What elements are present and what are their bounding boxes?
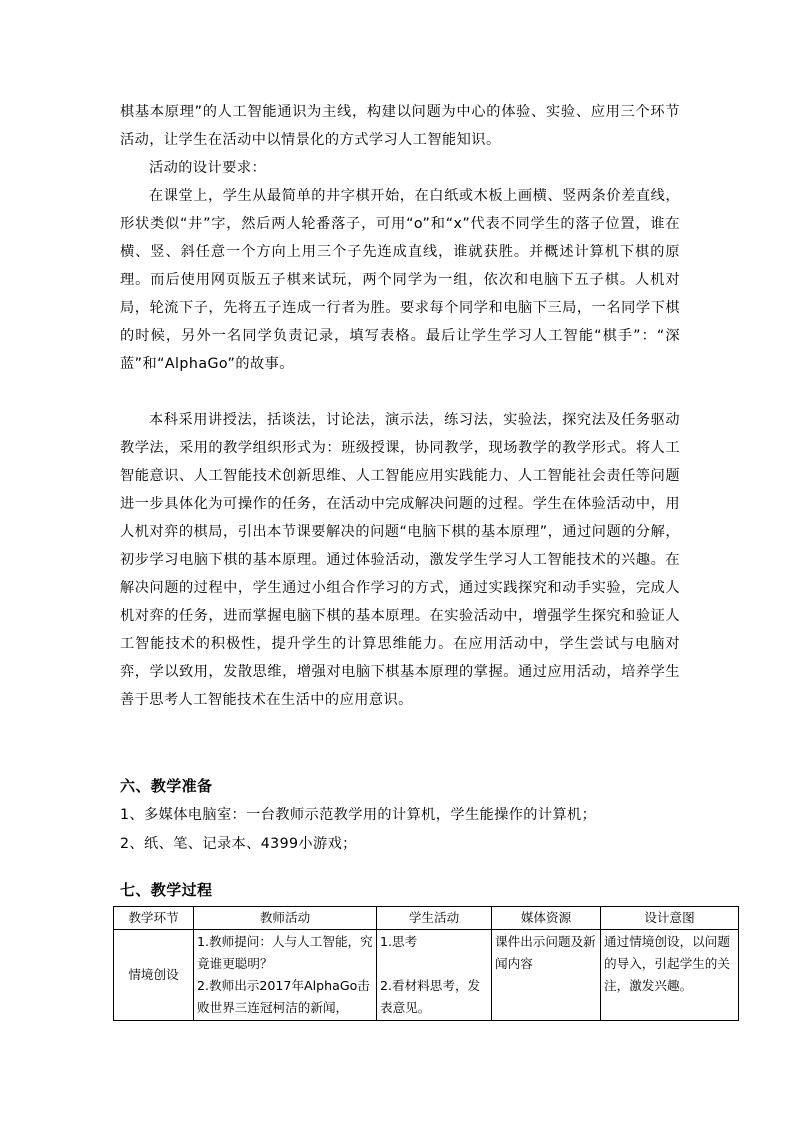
paragraph-intro-continued: 棋基本原理”的人工智能通识为主线，构建以问题为中心的体验、实验、应用三个环节活动，让学生在活动中以情景化的方式学习人工智能知识。 — [120, 104, 680, 148]
student-activity-2: 2.看材料思考，发表意见。 — [380, 978, 481, 1015]
section-6-heading: 六、教学准备 — [120, 777, 213, 795]
cell-media-resources: 课件出示问题及新闻内容 — [492, 930, 601, 1021]
student-activity-1: 1.思考 — [380, 934, 418, 949]
teacher-activity-2: 2.教师出示2017年AlphaGo击败世界三连冠柯洁的新闻， — [197, 978, 370, 1015]
section-7-heading: 七、教学过程 — [120, 881, 213, 899]
paragraph-activity-requirements-title: 活动的设计要求： — [149, 160, 267, 176]
teaching-process-table — [113, 906, 739, 1021]
cell-teacher-activity — [194, 930, 377, 1021]
teacher-activity-1: 1.教师提问：人与人工智能，究竟谁更聪明？ — [197, 934, 373, 971]
table-header-row — [114, 907, 739, 930]
table-row — [114, 930, 739, 1021]
header-media-resources: 媒体资源 — [492, 907, 601, 930]
cell-stage: 情境创设 — [114, 930, 194, 1021]
paragraph-activity-description: 在课堂上，学生从最简单的井字棋开始，在白纸或木板上画横、竖两条价差直线，形状类似“井”字，然后两人轮番落子，可用“o”和“x”代表不同学生的落子位置，谁在横、竖、斜任意一个方向上用三个子先连成直线，谁就获胜。并概述计算机下棋的原理。而后使用网页版五子棋来试玩，两个同学为一组，依次和电脑下五子棋。人机对局，轮流下子，先将五子连成一行者为胜。要求每个同学和电脑下三局，一名同学下棋的时候，另外一名同学负责记录，填写表格。最后让学生学习人工智能“棋手”：“深蓝”和“AlphaGo”的故事。 — [120, 188, 680, 372]
paragraph-teaching-methods: 本科采用讲授法，括谈法，讨论法，演示法，练习法，实验法，探究法及任务驱动教学法，采用的教学组织形式为：班级授课，协同教学，现场教学的教学形式。将人工智能意识、人工智能技术创新思维、人工智能应用实践能力、人工智能社会责任等问题进一步具体化为可操作的任务，在活动中完成解决问题的过程。学生在体验活动中，用人机对弈的棋局，引出本节课要解决的问题“电脑下棋的基本原理”，通过问题的分解，初步学习电脑下棋的基本原理。通过体验活动，激发学生学习人工智能技术的兴趣。在解决问题的过程中，学生通过小组合作学习的方式，通过实践探究和动手实验，完成人机对弈的任务，进而掌握电脑下棋的基本原理。在实验活动中，增强学生探究和验证人工智能技术的积极性，提升学生的计算思维能力。在应用活动中，学生尝试与电脑对弈，学以致用，发散思维，增强对电脑下棋基本原理的掌握。通过应用活动，培养学生善于思考人工智能技术在生活中的应用意识。 — [120, 412, 680, 708]
header-stage: 教学环节 — [114, 907, 194, 930]
header-teacher-activity: 教师活动 — [194, 907, 377, 930]
header-design-intent: 设计意图 — [601, 907, 739, 930]
header-student-activity: 学生活动 — [377, 907, 492, 930]
cell-student-activity — [377, 930, 492, 1021]
preparation-item-2: 2、纸、笔、记录本、4399小游戏； — [120, 836, 357, 852]
cell-design-intent: 通过情境创设，以问题的导入，引起学生的关注，激发兴趣。 — [601, 930, 739, 1021]
preparation-item-1: 1、多媒体电脑室：一台教师示范教学用的计算机，学生能操作的计算机； — [120, 807, 597, 823]
